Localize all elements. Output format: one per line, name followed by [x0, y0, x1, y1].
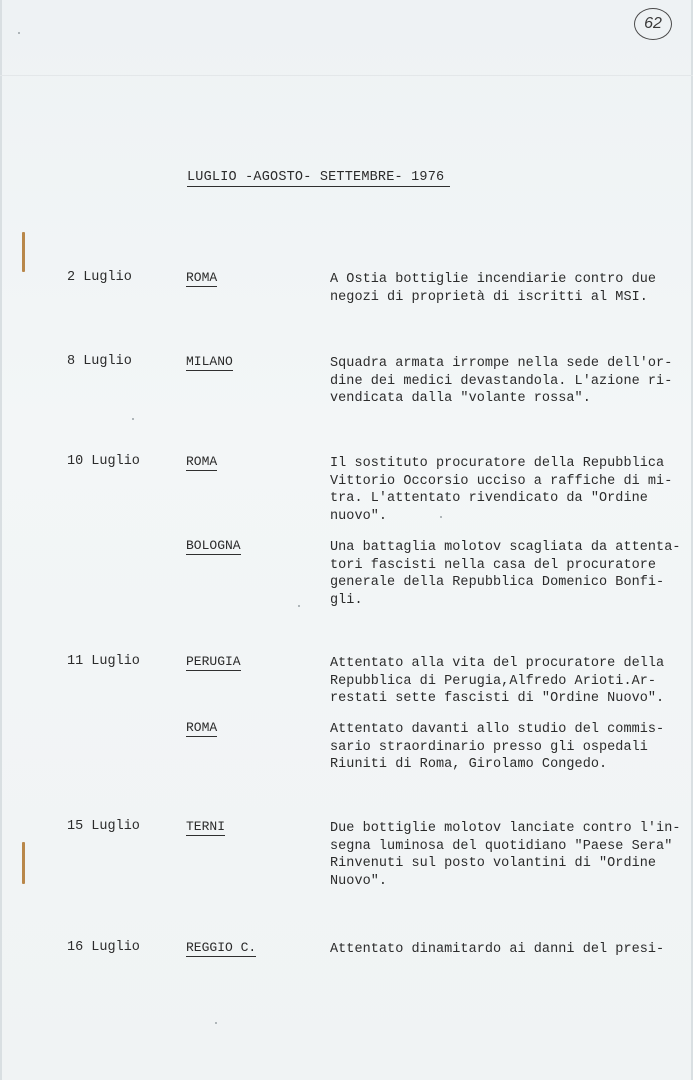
- entry-description: Attentato dinamitardo ai danni del presi-: [330, 942, 665, 957]
- entry-city: PERUGIA: [186, 654, 241, 669]
- scan-speck: [132, 418, 134, 420]
- entry-date: 8 Luglio: [67, 354, 132, 369]
- entry-date: 16 Luglio: [67, 940, 140, 955]
- entry-description: A Ostia bottiglie incendiarie contro due negozi di proprietà di iscritti al MSI.: [330, 272, 657, 305]
- entry-city: REGGIO C.: [186, 940, 257, 955]
- entry-description: Una battaglia molotov scagliata da attenta- tori fascisti nella casa del procuratore generale della Repubblica Domenico Bonfi- gli.: [330, 540, 681, 608]
- margin-staple-mark: [22, 232, 25, 272]
- entry-city: ROMA: [186, 270, 218, 285]
- entry-city: MILANO: [186, 354, 233, 369]
- entry-description: Attentato davanti allo studio del commis- sario straordinario presso gli ospedali Riuniti di Roma, Girolamo Congedo.: [330, 722, 665, 772]
- page-fold-line: [0, 75, 693, 76]
- page-heading: LUGLIO -AGOSTO- SETTEMBRE- 1976: [187, 170, 450, 187]
- entry-description: Squadra armata irrompe nella sede dell'or- dine dei medici devastandola. L'azione ri- vendicata dalla "volante rossa".: [330, 356, 673, 406]
- entry-date: 15 Luglio: [67, 819, 140, 834]
- scan-speck: [215, 1022, 217, 1024]
- margin-staple-mark: [22, 842, 25, 884]
- entry-date: 2 Luglio: [67, 270, 132, 285]
- entry-description: Due bottiglie molotov lanciate contro l'in- segna luminosa del quotidiano "Paese Sera" Rinvenuti sul posto volantini di "Ordine Nuovo".: [330, 821, 681, 889]
- entry-date: 10 Luglio: [67, 454, 140, 469]
- entry-description: Attentato alla vita del procuratore della Repubblica di Perugia,Alfredo Arioti.Ar- restati sette fascisti di "Ordine Nuovo".: [330, 656, 665, 706]
- entry-city: TERNI: [186, 819, 226, 834]
- scan-speck: [298, 605, 300, 607]
- entry-description: Il sostituto procuratore della Repubblica Vittorio Occorsio ucciso a raffiche di mi- tra. L'attentato rivendicato da "Ordine nuovo".: [330, 456, 673, 524]
- scan-speck: [18, 32, 20, 34]
- scan-speck: [440, 516, 442, 518]
- page-number-stamp: 62: [634, 8, 672, 40]
- entry-date: 11 Luglio: [67, 654, 140, 669]
- entry-city: BOLOGNA: [186, 538, 241, 553]
- entry-city: ROMA: [186, 454, 218, 469]
- page-left-edge: [0, 0, 2, 1080]
- entry-city: ROMA: [186, 720, 218, 735]
